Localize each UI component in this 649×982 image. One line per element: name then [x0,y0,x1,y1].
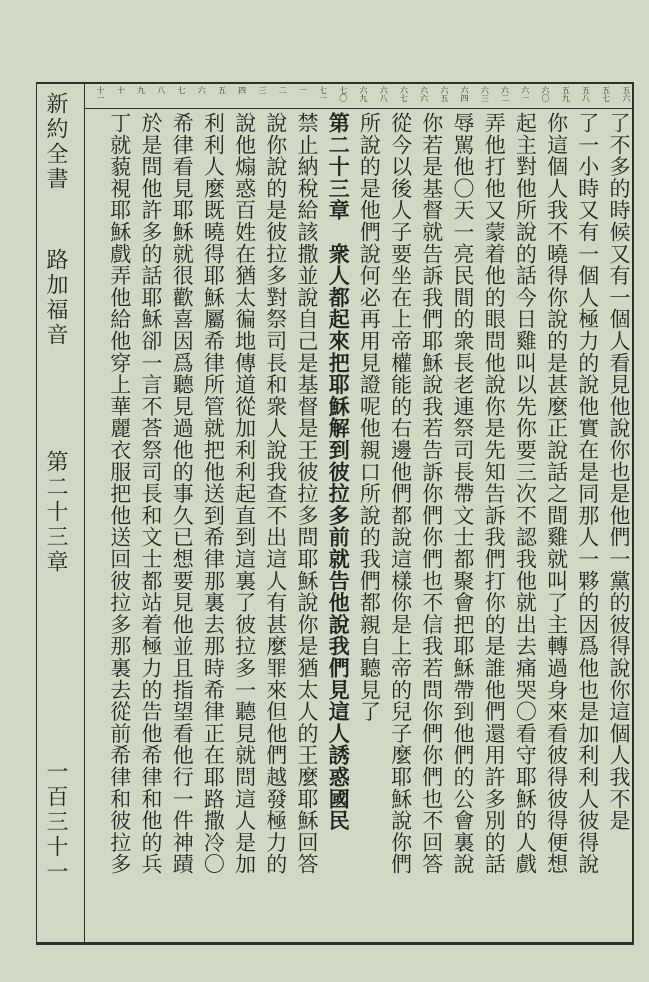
left-rule [36,82,37,944]
running-header-gospel: 路加福音 [43,248,68,348]
verse-number: 六〇 [541,86,550,102]
verse-number: 十一 [96,86,106,102]
bottom-rule [36,942,634,945]
top-rule [36,82,634,84]
verse-number: 一 [298,86,308,94]
verse-number: 六四 [460,86,470,102]
text-column: 說你說的是彼拉多對祭司長和衆人說我查不出這人有甚麼罪來但他們越發極力的 [263,112,288,875]
verse-number: 五 [217,86,227,94]
text-column: 辱駡他〇天一亮民間的衆長老連祭司長帶文士都聚會把耶穌帶到他們的公會裏說 [451,112,475,875]
verse-number-row [86,86,632,106]
verse-number: 六二 [500,86,510,102]
text-column: 你若是基督就告訴我們耶穌說我若告訴你們你們也不信我若問你們你們也不回答 [419,112,444,875]
verse-number: 六八 [379,86,389,102]
verse-number: 四 [237,86,247,94]
verse-number: 七一 [318,86,328,102]
verse-rule [84,108,634,109]
verse-number: 十 [116,86,126,94]
right-rule [632,82,634,944]
header-divider [84,82,85,944]
verse-number: 五七 [601,86,611,102]
verse-number: 六七 [399,86,409,102]
text-column: 所說的是他們說何必再用見證呢他親口所說的我們都親自聽見了 [357,112,382,723]
text-column: 了不多的時候又有一個人看見他說你也是他們一黨的彼得說你這個人我不是 [607,112,631,832]
text-column: 了一小時又有一個人極力的說他實在是同那人一夥的因爲他也是加利利人彼得說 [575,112,600,875]
verse-number: 五八 [581,86,591,102]
verse-number: 五六 [621,86,631,102]
verse-number: 六一 [520,86,530,102]
verse-number: 六五 [439,86,449,102]
text-column: 於是問他許多的話耶穌卻一言不荅祭司長和文士都站着極力的告他希律和他的兵 [139,112,163,875]
running-header-book: 新約全書 [43,92,68,192]
verse-number: 七 [177,86,186,94]
text-column: 第二十三章 衆人都起來把耶穌解到彼拉多前就告他說我們見這人誘惑國民 [326,112,352,832]
text-column: 丁就藐視耶穌戲弄他給他穿上華麗衣服把他送回彼拉多那裏去從前希律和彼拉多 [107,112,132,875]
text-column: 希律看見耶穌就很歡喜因爲聽見過他的事久已想要見他並且指望看他行一件神蹟 [170,112,195,875]
verse-number: 八 [156,86,166,94]
text-column: 你這個人我不曉得你說的是甚麼正說話之間雞就叫了主轉過身來看彼得彼得便想 [544,112,569,875]
text-column: 從今以後人子要坐在上帝權能的右邊他們都說這樣你是上帝的兒子麼耶穌說你們 [388,112,413,875]
verse-number: 七〇 [338,86,348,102]
text-column: 禁止納稅給該撒並說自己是基督是王彼拉多問耶穌說你是猶太人的王麼耶穌回答 [295,112,319,875]
page-number: 一百三十一 [43,760,68,885]
verse-number: 六九 [359,86,368,102]
text-column: 弄他打他又蒙着他的眼問他說你是先知告訴我們打你的是誰他們還用許多別的話 [482,112,507,875]
verse-number: 六三 [480,86,490,102]
verse-number: 九 [136,86,146,94]
verse-number: 三 [257,86,267,94]
text-column: 說他煽惑百姓在猶太徧地傳道從加利利起直到這裏了彼拉多一聽見就問這人是加 [232,112,257,875]
verse-number: 五九 [561,86,571,102]
verse-number: 六六 [419,86,429,102]
text-column: 起主對他所說的話今日雞叫以先你要三次不認我他就出去痛哭〇看守耶穌的人戲 [513,112,538,875]
text-column: 利利人麼既曉得耶穌屬希律所管就把他送到希律那裏去那時希律正在耶路撒冷〇 [201,112,226,875]
verse-number: 六 [197,86,207,94]
running-header-chapter: 第二十三章 [43,450,68,575]
verse-number: 二 [278,86,288,94]
